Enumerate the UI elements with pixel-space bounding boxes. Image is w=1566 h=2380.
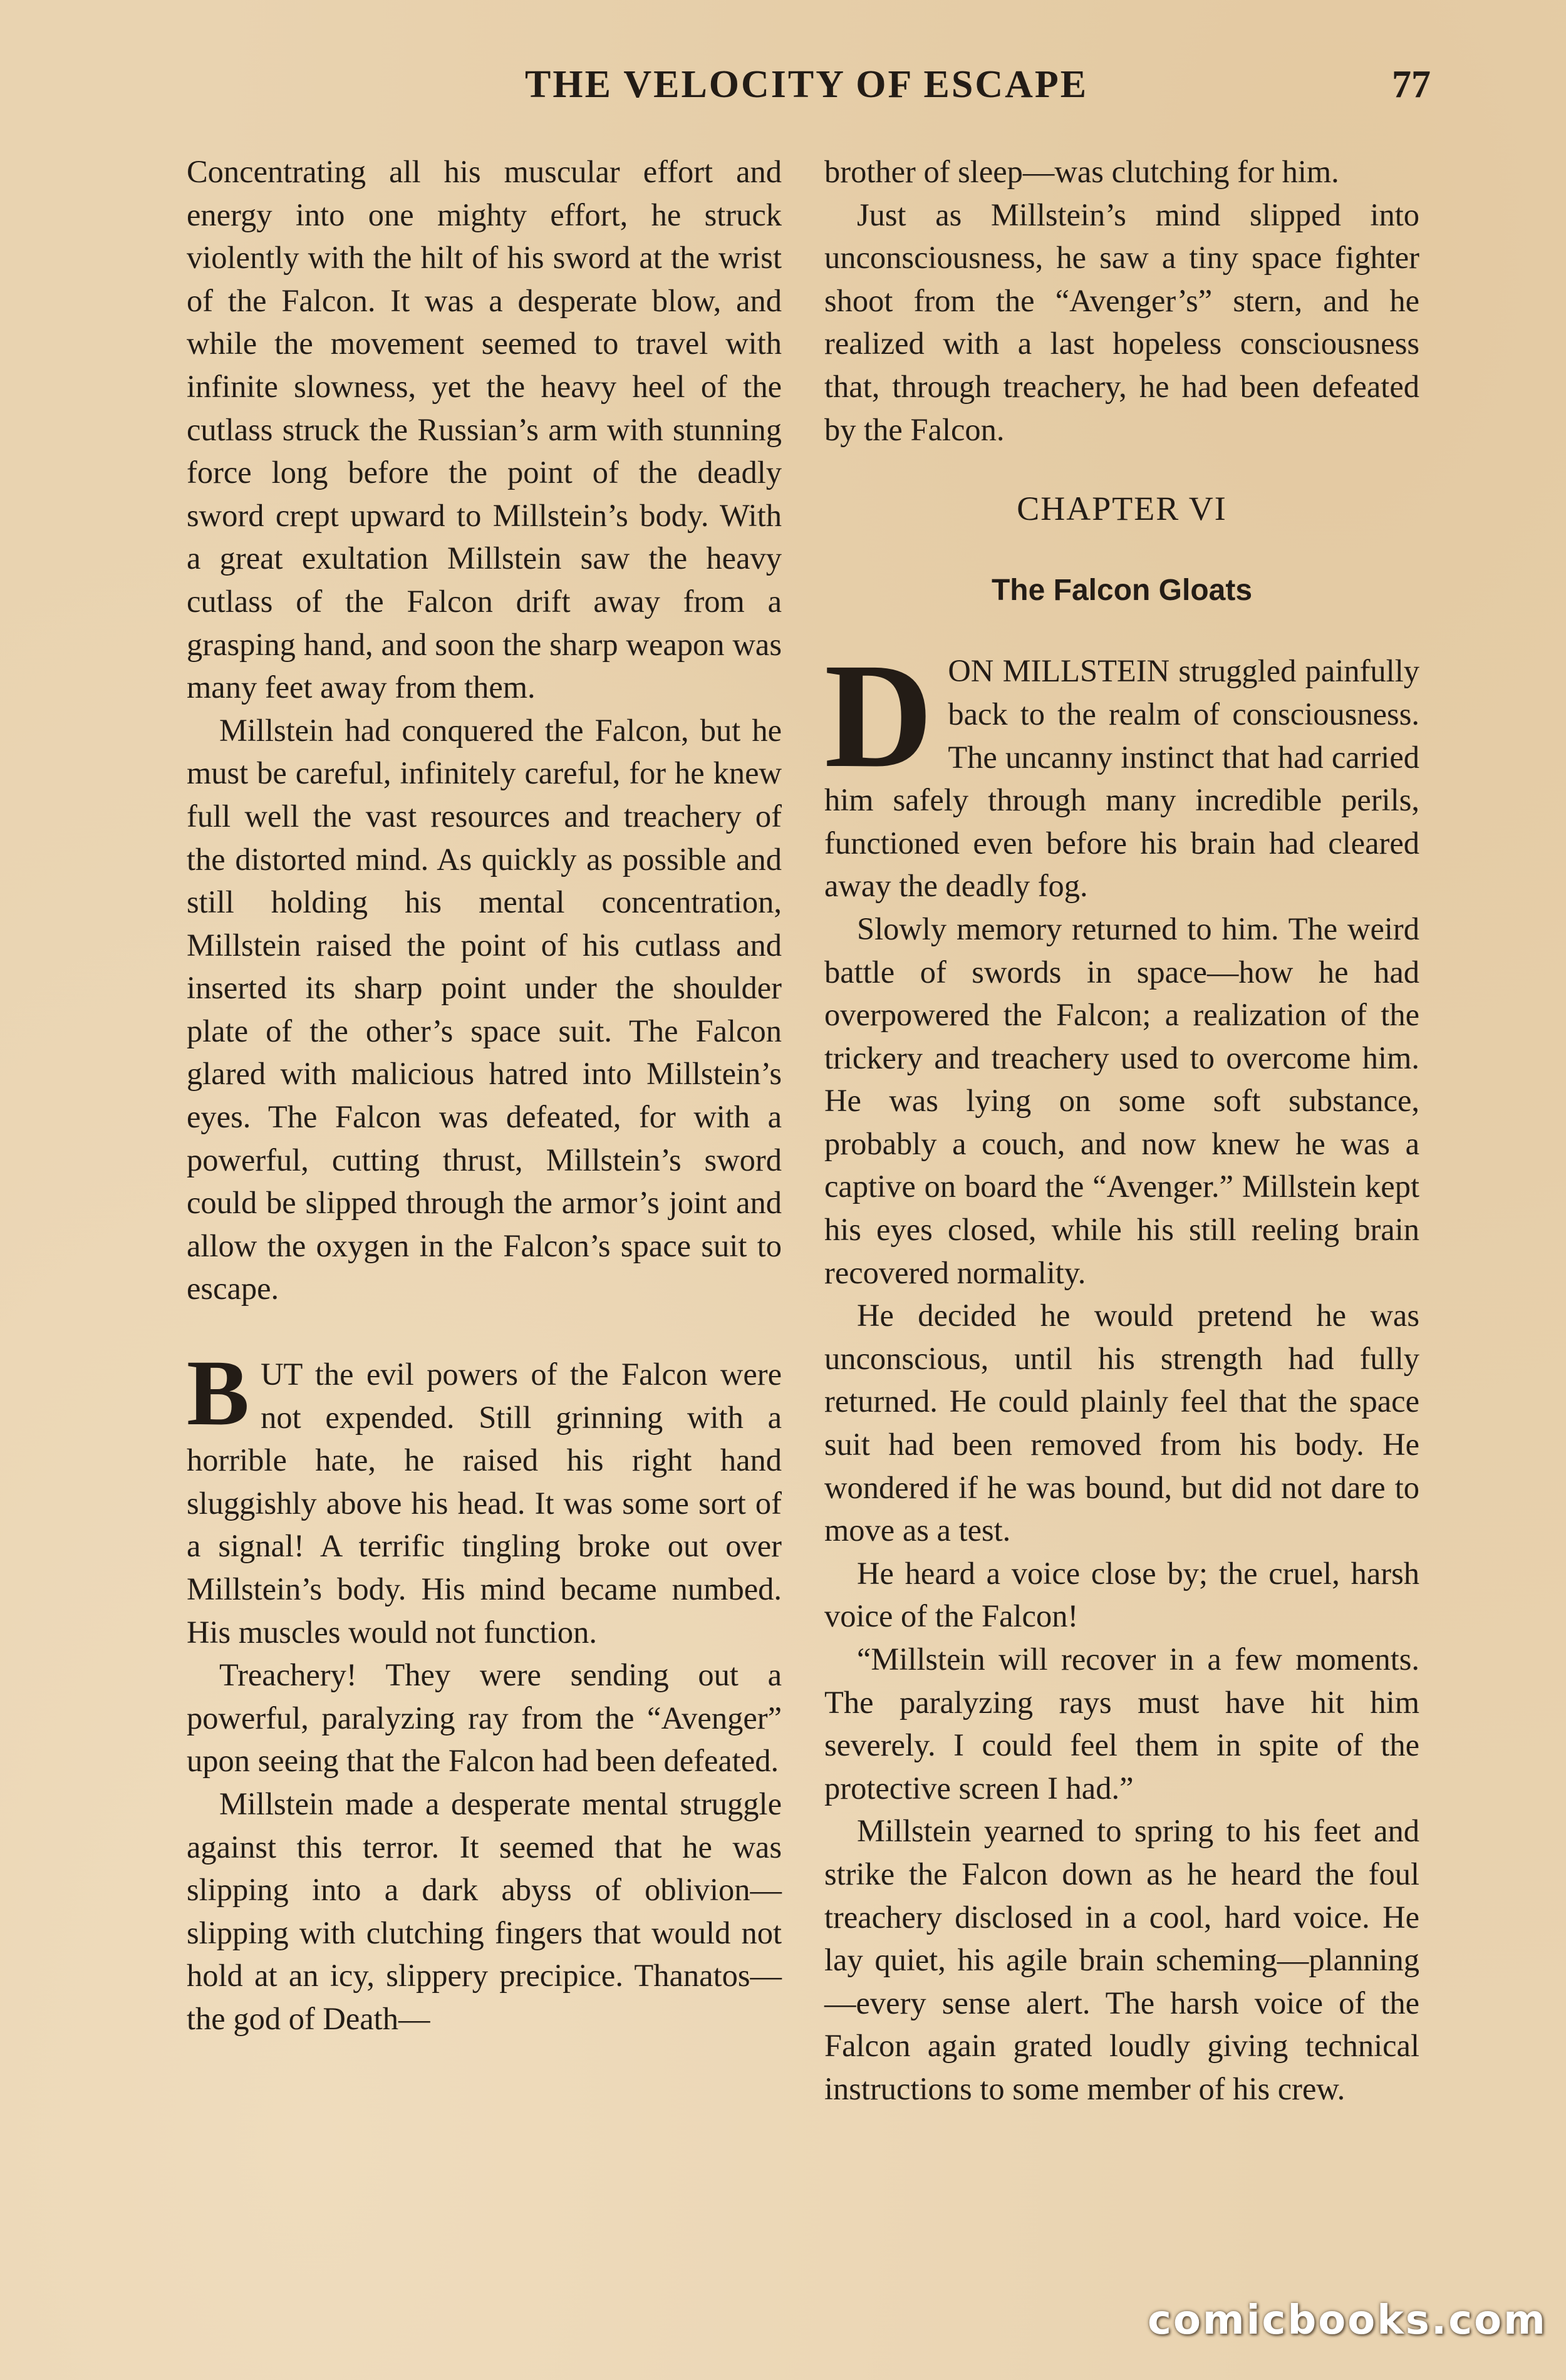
paragraph: He decided he would pretend he was unconscious, until his strength had fully returned. He could plainly feel that the space suit had been removed from his body. He wondered if he was bound, but did not dare to move as a test. xyxy=(824,1298,1419,1548)
paragraph: Millstein had conquered the Falcon, but he must be careful, infinitely careful, for he knew full well the vast resources and treachery of the distorted mind. As quickly as possible and still holding his mental concentration, Millstein raised the point of his cutlass and inserted its sharp point under the shoulder plate of the other’s space suit. The Falcon glared with malicious hatred into Millstein’s eyes. The Falcon was defeated, for with a powerful, cutting thrust, Millstein’s sword could be slipped through the armor’s joint and allow the oxygen in the Falcon’s space suit to escape. xyxy=(187,712,782,1306)
paragraph: “Millstein will recover in a few moments. The paralyzing rays must have hit him severely. I could feel them in spite of the protective screen I had.” xyxy=(824,1642,1419,1806)
chapter-first-paragraph xyxy=(824,632,1419,908)
paragraph: Millstein yearned to spring to his feet and strike the Falcon down as he heard the foul treachery disclosed in a cool, hard voice. He lay quiet, his agile brain scheming—planning—every sense alert. The harsh voice of the Falcon again grated loudly giving technical instructions to some member of his crew. xyxy=(824,1813,1419,2106)
paragraph: He heard a voice close by; the cruel, harsh voice of the Falcon! xyxy=(824,1555,1419,1634)
paragraph: Treachery! They were sending out a powerful, paralyzing ray from the “Avenger” upon seeing that the Falcon had been defeated. xyxy=(187,1657,782,1779)
watermark: comicbooks.com xyxy=(1148,2297,1547,2344)
paragraph: Millstein made a desperate mental struggle against this terror. It seemed that he was slipping into a dark abyss of oblivion—slipping with clutching fingers that would not hold at an icy, slippery precipice. Thanatos—the god of Death— xyxy=(187,1786,782,2036)
running-title: THE VELOCITY OF ESCAPE xyxy=(525,63,1089,106)
chapter-first-paragraph-text: ON MILLSTEIN struggled painfully back to the realm of consciousness. The uncanny instinct that had carried him safely through many incredible perils, functioned even before his brain had cleared away the deadly fog. xyxy=(824,653,1419,904)
drop-cap: D xyxy=(824,632,933,799)
chapter-subtitle: The Falcon Gloats xyxy=(991,573,1253,607)
section-first-paragraph xyxy=(187,1341,782,1653)
paragraph: Slowly memory returned to him. The weird battle of swords in space—how he had overpowered the Falcon; a realization of the trickery and treachery used to overcome him. He was lying on some soft substance, probably a couch, and now knew he was a captive on board the “Avenger.” Millstein kept his eyes closed, while his still reeling brain recovered normality. xyxy=(824,911,1419,1290)
page-header xyxy=(0,63,1566,119)
drop-cap: B xyxy=(187,1341,250,1446)
paragraph: Concentrating all his muscular effort and energy into one mighty effort, he struck violently with the hilt of his sword at the wrist of the Falcon. It was a desperate blow, and while the movement seemed to travel with infinite slowness, yet the heavy heel of the cutlass struck the Russian’s arm with stunning force long before the point of the deadly sword crept upward to Millstein’s body. With a great exultation Millstein saw the heavy cutlass of the Falcon drift away from a grasping hand, and soon the sharp weapon was many feet away from them. xyxy=(187,154,782,705)
chapter-heading: CHAPTER VI xyxy=(1017,490,1227,528)
left-column xyxy=(187,150,782,2217)
page-number: 77 xyxy=(1392,63,1431,106)
section-first-paragraph-text: UT the evil powers of the Falcon were not expended. Still grinning with a horrible hate, he raised his right hand sluggishly above his head. It was some sort of a signal! A terrific tingling broke out over Millstein’s body. His mind became numbed. His muscles would not function. xyxy=(187,1357,782,1650)
right-column xyxy=(824,150,1419,2217)
paragraph: Just as Millstein’s mind slipped into unconsciousness, he saw a tiny space fighter shoot from the “Avenger’s” stern, and he realized with a last hopeless consciousness that, through treachery, he had been defeated by the Falcon. xyxy=(824,197,1419,447)
paragraph-continuation: brother of sleep—was clutching for him. xyxy=(824,154,1339,189)
